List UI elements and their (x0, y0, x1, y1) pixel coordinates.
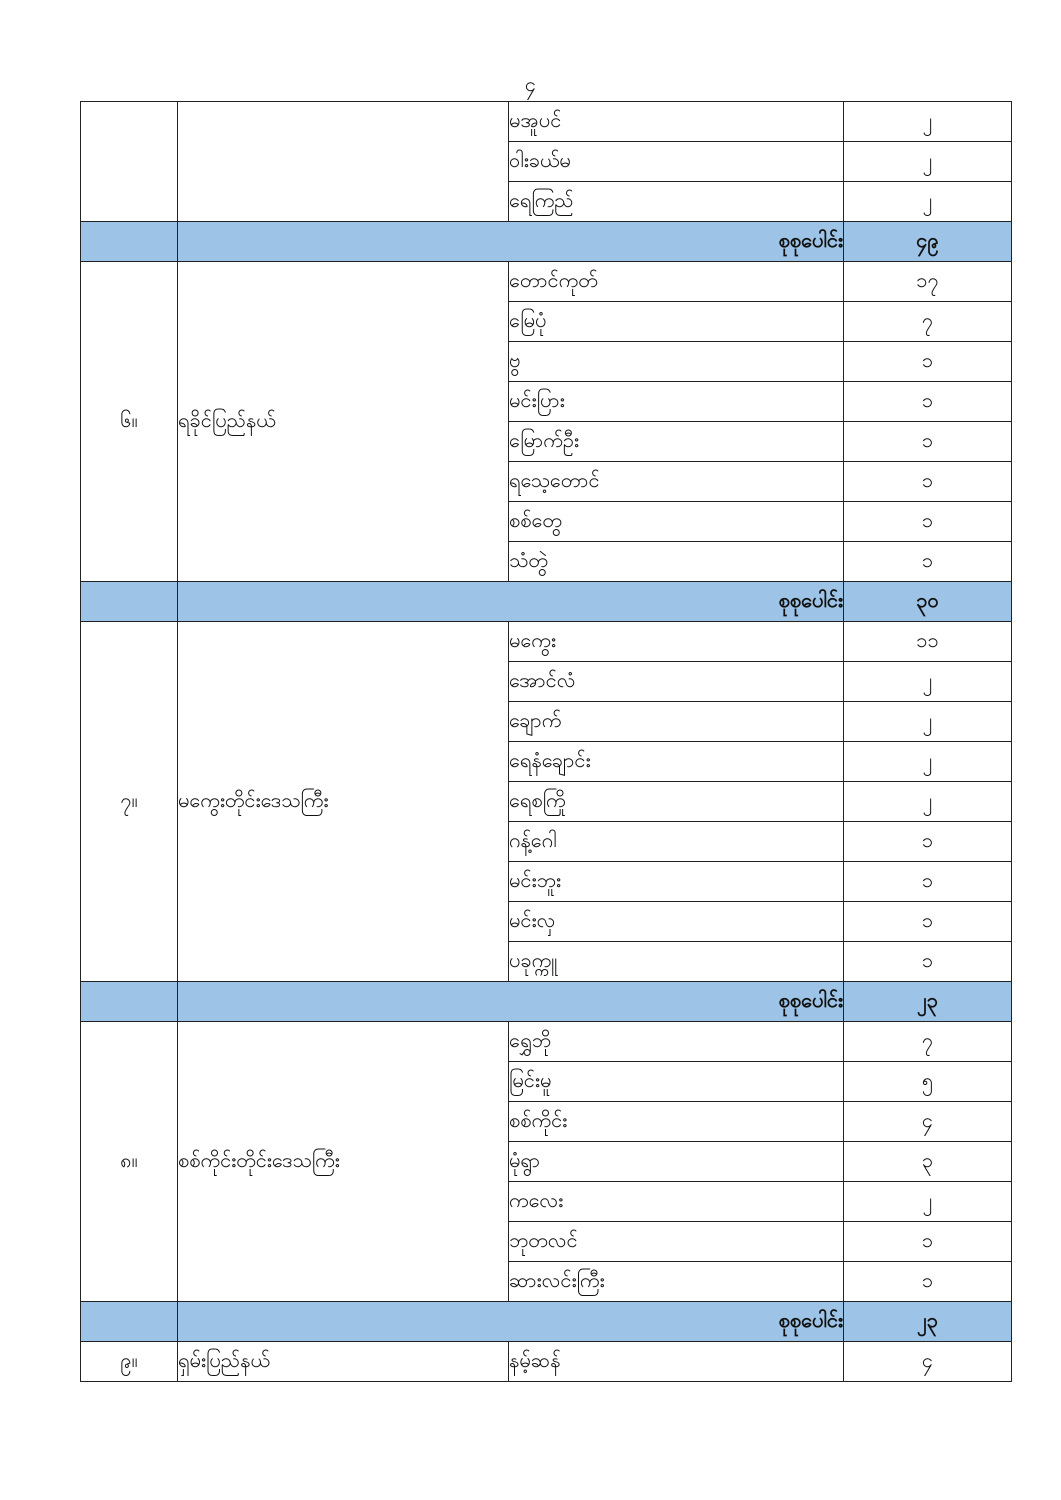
township-count: ၁ (844, 942, 1012, 982)
township-name: ရေစကြို (509, 782, 844, 822)
township-count: ၁ (844, 862, 1012, 902)
region-number: ၇။ (81, 622, 178, 982)
township-count: ၄ (844, 1342, 1012, 1382)
subtotal-label: စုစုပေါင်း (178, 222, 844, 262)
township-count: ၁ (844, 502, 1012, 542)
region-name: မကွေးတိုင်းဒေသကြီး (178, 622, 509, 982)
township-name: မြောက်ဦး (509, 422, 844, 462)
township-count: ၁ (844, 342, 1012, 382)
region-number: ၈။ (81, 1022, 178, 1302)
township-name: ချောက် (509, 702, 844, 742)
subtotal-label: စုစုပေါင်း (178, 582, 844, 622)
township-count: ၂ (844, 182, 1012, 222)
township-count: ၄ (844, 1102, 1012, 1142)
township-count: ၁ (844, 1222, 1012, 1262)
township-count: ၁ (844, 462, 1012, 502)
township-name: နမ့်ဆန် (509, 1342, 844, 1382)
township-count: ၃ (844, 1142, 1012, 1182)
subtotal-empty-cell (81, 222, 178, 262)
township-count: ၁၁ (844, 622, 1012, 662)
township-count: ၁ (844, 542, 1012, 582)
township-name: မကွေး (509, 622, 844, 662)
township-name: မြေပုံ (509, 302, 844, 342)
township-count: ၂ (844, 102, 1012, 142)
subtotal-label: စုစုပေါင်း (178, 1302, 844, 1342)
region-number (81, 102, 178, 222)
table-row (81, 102, 1012, 142)
township-name: ပခုက္ကူ (509, 942, 844, 982)
township-name: ဗွ (509, 342, 844, 382)
township-count: ၂ (844, 742, 1012, 782)
township-name: ရသေ့တောင် (509, 462, 844, 502)
township-name: မုံရွာ (509, 1142, 844, 1182)
township-name: မင်းပြား (509, 382, 844, 422)
township-name: စစ်တွေ (509, 502, 844, 542)
table-row (81, 262, 1012, 302)
township-count: ၁ (844, 382, 1012, 422)
township-name: ဝါးခယ်မ (509, 142, 844, 182)
township-name: ရေကြည် (509, 182, 844, 222)
region-name: စစ်ကိုင်းတိုင်းဒေသကြီး (178, 1022, 509, 1302)
township-count: ၂ (844, 702, 1012, 742)
township-name: သံတွဲ (509, 542, 844, 582)
subtotal-value: ၂၃ (844, 1302, 1012, 1342)
subtotal-empty-cell (81, 1302, 178, 1342)
township-name: ရေနံချောင်း (509, 742, 844, 782)
township-count: ၁ (844, 902, 1012, 942)
region-name (178, 102, 509, 222)
township-name: ဘုတလင် (509, 1222, 844, 1262)
subtotal-label: စုစုပေါင်း (178, 982, 844, 1022)
region-name: ရခိုင်ပြည်နယ် (178, 262, 509, 582)
table-row (81, 1342, 1012, 1382)
township-count: ၂ (844, 662, 1012, 702)
region-number: ၆။ (81, 262, 178, 582)
subtotal-row (81, 222, 1012, 262)
township-name: မအူပင် (509, 102, 844, 142)
township-name: အောင်လံ (509, 662, 844, 702)
township-count: ၂ (844, 782, 1012, 822)
township-name: ကလေး (509, 1182, 844, 1222)
table-row (81, 622, 1012, 662)
township-name: ဆားလင်းကြီး (509, 1262, 844, 1302)
subtotal-row (81, 982, 1012, 1022)
township-count: ၁ (844, 822, 1012, 862)
township-name: မြင်းမူ (509, 1062, 844, 1102)
township-name: စစ်ကိုင်း (509, 1102, 844, 1142)
subtotal-empty-cell (81, 982, 178, 1022)
township-count: ၁ (844, 1262, 1012, 1302)
township-name: ဂန့်ဂေါ (509, 822, 844, 862)
township-count: ၂ (844, 1182, 1012, 1222)
township-count: ၂ (844, 142, 1012, 182)
subtotal-empty-cell (81, 582, 178, 622)
township-name: မင်းဘူး (509, 862, 844, 902)
subtotal-row (81, 1302, 1012, 1342)
township-name: တောင်ကုတ် (509, 262, 844, 302)
page-number: ၄ (524, 72, 537, 96)
township-count: ၁ (844, 422, 1012, 462)
township-name: မင်းလှ (509, 902, 844, 942)
subtotal-row (81, 582, 1012, 622)
region-number: ၉။ (81, 1342, 178, 1382)
township-count: ၁၇ (844, 262, 1012, 302)
township-count: ၇ (844, 1022, 1012, 1062)
subtotal-value: ၃၀ (844, 582, 1012, 622)
subtotal-value: ၄၉ (844, 222, 1012, 262)
township-count: ၇ (844, 302, 1012, 342)
subtotal-value: ၂၃ (844, 982, 1012, 1022)
township-count: ၅ (844, 1062, 1012, 1102)
table-row (81, 1022, 1012, 1062)
township-count-table (80, 101, 1012, 1382)
region-name: ရှမ်းပြည်နယ် (178, 1342, 509, 1382)
township-name: ရွှေဘို (509, 1022, 844, 1062)
